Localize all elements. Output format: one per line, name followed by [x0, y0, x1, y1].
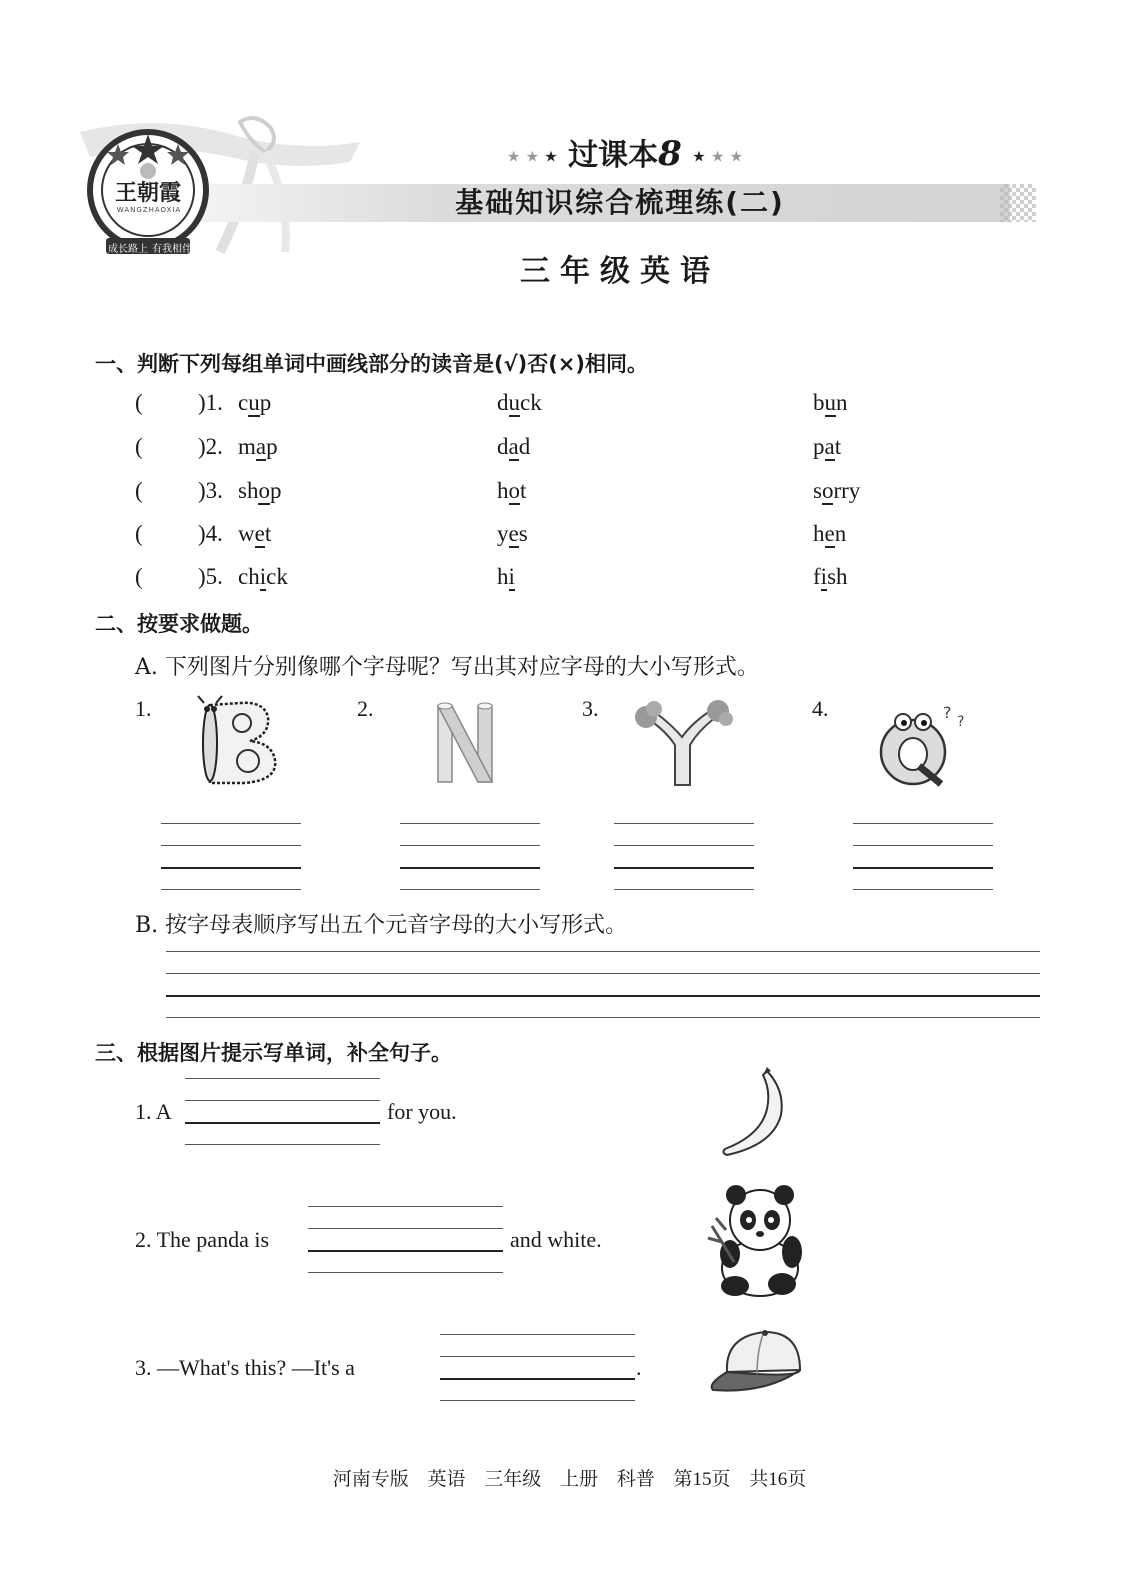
- word: [813, 478, 860, 504]
- underlined-letters: o: [258, 478, 270, 503]
- page-subtitle: 三年级英语: [520, 254, 720, 289]
- question-number: )1.: [198, 390, 223, 415]
- underlined-letters: u: [508, 390, 520, 415]
- word-part: f: [813, 564, 821, 589]
- banner-checker-decoration: [1000, 184, 1036, 222]
- star-icon: ★: [544, 147, 558, 166]
- word: [238, 478, 281, 504]
- sentence2-start: 2. The panda is: [135, 1227, 270, 1252]
- word-part: d: [497, 390, 509, 415]
- word-part: sh: [238, 478, 259, 503]
- series-prefix: 过课本: [568, 138, 659, 173]
- svg-text:?: ?: [943, 703, 952, 722]
- answer-paren: (: [135, 521, 143, 546]
- series-number: 8: [658, 134, 682, 174]
- sentence3-end: .: [636, 1355, 642, 1380]
- underlined-letters: u: [824, 390, 836, 415]
- word-part: s: [813, 478, 822, 503]
- section1-heading: 一、判断下列每组单词中画线部分的读音是(√)否(×)相同。: [95, 352, 648, 376]
- butterfly-letter-image: [190, 695, 290, 790]
- word: [813, 434, 841, 460]
- word-part: rry: [833, 478, 861, 503]
- question-number: )3.: [198, 478, 223, 503]
- svg-text:?: ?: [957, 714, 965, 730]
- question-number: )4.: [198, 521, 223, 546]
- logs-letter-image: [430, 700, 500, 785]
- cap-image: [705, 1326, 805, 1398]
- section2-heading: 二、按要求做题。: [95, 612, 263, 636]
- answer-grid-1: [185, 1078, 380, 1148]
- word-part: ck: [266, 564, 288, 589]
- sentence1-start: 1. A: [135, 1099, 172, 1124]
- underlined-letters: i: [508, 564, 515, 589]
- word-part: d: [518, 434, 531, 459]
- logo-slogan-right: 有我相伴: [152, 244, 192, 255]
- writing-grid: [400, 823, 540, 893]
- writing-grid: [853, 823, 993, 893]
- page-title: 基础知识综合梳理练(二): [455, 186, 785, 219]
- word: [497, 564, 515, 590]
- writing-grid: [614, 823, 754, 893]
- logo-ring-text: WANGZHAOXIA: [116, 206, 182, 214]
- word-part: t: [834, 434, 842, 459]
- star-icon: ★: [692, 147, 706, 166]
- sentence2-end: and white.: [510, 1227, 602, 1252]
- word: [497, 521, 528, 547]
- underlined-letters: o: [508, 478, 520, 503]
- face-q-letter-image: [875, 696, 975, 790]
- banana-image: [715, 1065, 795, 1160]
- word-part: p: [269, 478, 282, 503]
- answer-paren: (: [135, 478, 143, 503]
- word-part: ck: [520, 390, 542, 415]
- word-part: y: [497, 521, 509, 546]
- word-part: t: [264, 521, 272, 546]
- star-icon: ★ ★: [506, 147, 545, 166]
- word-part: ch: [238, 564, 260, 589]
- word: [497, 434, 530, 460]
- word-part: p: [259, 390, 272, 415]
- section2-partA: A. 下列图片分别像哪个字母呢？写出其对应字母的大小写形式。: [135, 655, 759, 680]
- item-number: 3.: [582, 696, 599, 721]
- section3-heading: 三、根据图片提示写单词，补全句子。: [95, 1041, 452, 1065]
- word-part: p: [266, 434, 278, 459]
- word-part: h: [497, 478, 509, 503]
- underlined-letters: e: [824, 521, 835, 546]
- series-label: [450, 130, 800, 174]
- word-part: h: [813, 521, 825, 546]
- underlined-letters: e: [254, 521, 265, 546]
- word-part: sh: [827, 564, 848, 589]
- word: [238, 434, 278, 460]
- tree-letter-image: [630, 695, 735, 787]
- underlined-letters: o: [821, 478, 834, 503]
- answer-paren: (: [135, 434, 143, 459]
- panda-image: [700, 1180, 810, 1298]
- word-part: d: [497, 434, 509, 459]
- sentence1-end: for you.: [387, 1099, 457, 1124]
- word-part: m: [238, 434, 256, 459]
- section2-partB: B. 按字母表顺序写出五个元音字母的大小写形式。: [135, 913, 628, 938]
- page-footer: 河南专版 英语 三年级 上册 科普 第15页 共16页: [332, 1469, 807, 1490]
- word-part: n: [834, 521, 847, 546]
- underlined-letters: a: [255, 434, 267, 459]
- word-part: s: [518, 521, 528, 546]
- word: [238, 390, 271, 416]
- answer-paren: (: [135, 390, 143, 415]
- word-part: c: [238, 390, 249, 415]
- word: [813, 564, 848, 590]
- underlined-letters: e: [508, 521, 519, 546]
- answer-grid-2: [308, 1206, 503, 1276]
- writing-grid-wide: [166, 951, 1040, 1021]
- item-number: 2.: [357, 696, 374, 721]
- word-part: p: [813, 434, 825, 459]
- word: [813, 390, 848, 416]
- word: [497, 478, 526, 504]
- sentence3-start: 3. —What's this? —It's a: [135, 1355, 355, 1380]
- word-part: b: [813, 390, 825, 415]
- question-number: )2.: [198, 434, 223, 459]
- logo-slogan-left: 成长路上: [108, 244, 148, 255]
- question-number: )5.: [198, 564, 223, 589]
- answer-paren: (: [135, 564, 143, 589]
- underlined-letters: a: [508, 434, 519, 459]
- underlined-letters: i: [820, 564, 828, 589]
- logo-brand-text: 王朝霞: [114, 181, 181, 206]
- word: [238, 564, 288, 590]
- star-icon: ★ ★: [705, 147, 744, 166]
- underlined-letters: u: [248, 390, 260, 415]
- answer-grid-3: [440, 1334, 635, 1404]
- underlined-letters: i: [259, 564, 267, 589]
- word-part: t: [520, 478, 527, 503]
- word: [238, 521, 271, 547]
- word: [813, 521, 846, 547]
- word-part: n: [836, 390, 848, 415]
- item-number: 1.: [135, 696, 152, 721]
- word-part: h: [497, 564, 509, 589]
- word-part: w: [238, 521, 255, 546]
- writing-grid: [161, 823, 301, 893]
- word: [497, 390, 542, 416]
- underlined-letters: a: [824, 434, 835, 459]
- item-number: 4.: [812, 696, 829, 721]
